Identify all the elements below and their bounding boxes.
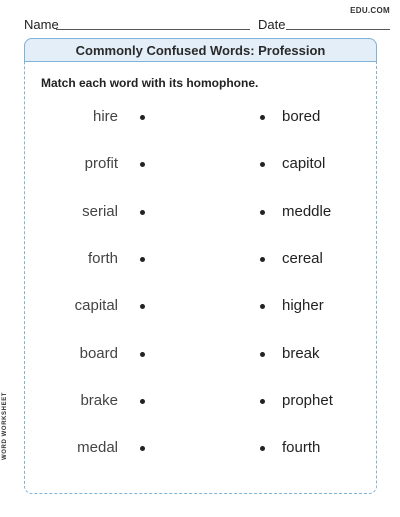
right-word: fourth [282, 439, 321, 457]
left-word: hire [92, 108, 118, 125]
right-word: cereal [282, 249, 323, 267]
match-row [0, 203, 400, 223]
match-row [0, 345, 400, 365]
left-word: serial [82, 202, 118, 220]
name-underline [56, 29, 250, 30]
right-word: break [282, 344, 320, 362]
right-match-dot[interactable] [260, 257, 265, 262]
left-match-dot[interactable] [140, 115, 145, 120]
right-match-dot[interactable] [260, 399, 265, 404]
match-row [0, 439, 400, 459]
left-match-dot[interactable] [140, 257, 145, 262]
match-row [0, 250, 400, 270]
worksheet-title: Commonly Confused Words: Profession [24, 38, 377, 62]
right-word: bored [282, 108, 321, 125]
right-match-dot[interactable] [260, 304, 265, 309]
match-row [0, 392, 400, 412]
left-word: brake [80, 391, 118, 409]
match-row [0, 108, 400, 128]
match-row [0, 297, 400, 317]
left-word: capital [74, 297, 118, 315]
left-word: medal [77, 439, 118, 457]
worksheet-instruction: Match each word with its homophone. [41, 76, 259, 90]
left-match-dot[interactable] [140, 210, 145, 215]
left-match-dot[interactable] [140, 304, 145, 309]
left-word: board [79, 344, 118, 362]
right-match-dot[interactable] [260, 446, 265, 451]
left-word: profit [84, 155, 118, 173]
right-word: meddle [282, 202, 332, 220]
right-match-dot[interactable] [260, 210, 265, 215]
right-match-dot[interactable] [260, 162, 265, 167]
right-match-dot[interactable] [260, 115, 265, 120]
brand-logo: EDU.COM [350, 6, 390, 15]
right-match-dot[interactable] [260, 352, 265, 357]
match-row [0, 155, 400, 175]
right-word: higher [282, 297, 324, 315]
right-word: prophet [282, 391, 333, 409]
side-label: WORD WORKSHEET [2, 391, 8, 460]
left-match-dot[interactable] [140, 162, 145, 167]
date-label: Date [258, 17, 286, 32]
date-underline [286, 29, 390, 30]
left-match-dot[interactable] [140, 399, 145, 404]
left-match-dot[interactable] [140, 352, 145, 357]
name-label: Name [24, 17, 59, 32]
right-word: capitol [282, 155, 326, 173]
left-match-dot[interactable] [140, 446, 145, 451]
left-word: forth [87, 249, 118, 267]
